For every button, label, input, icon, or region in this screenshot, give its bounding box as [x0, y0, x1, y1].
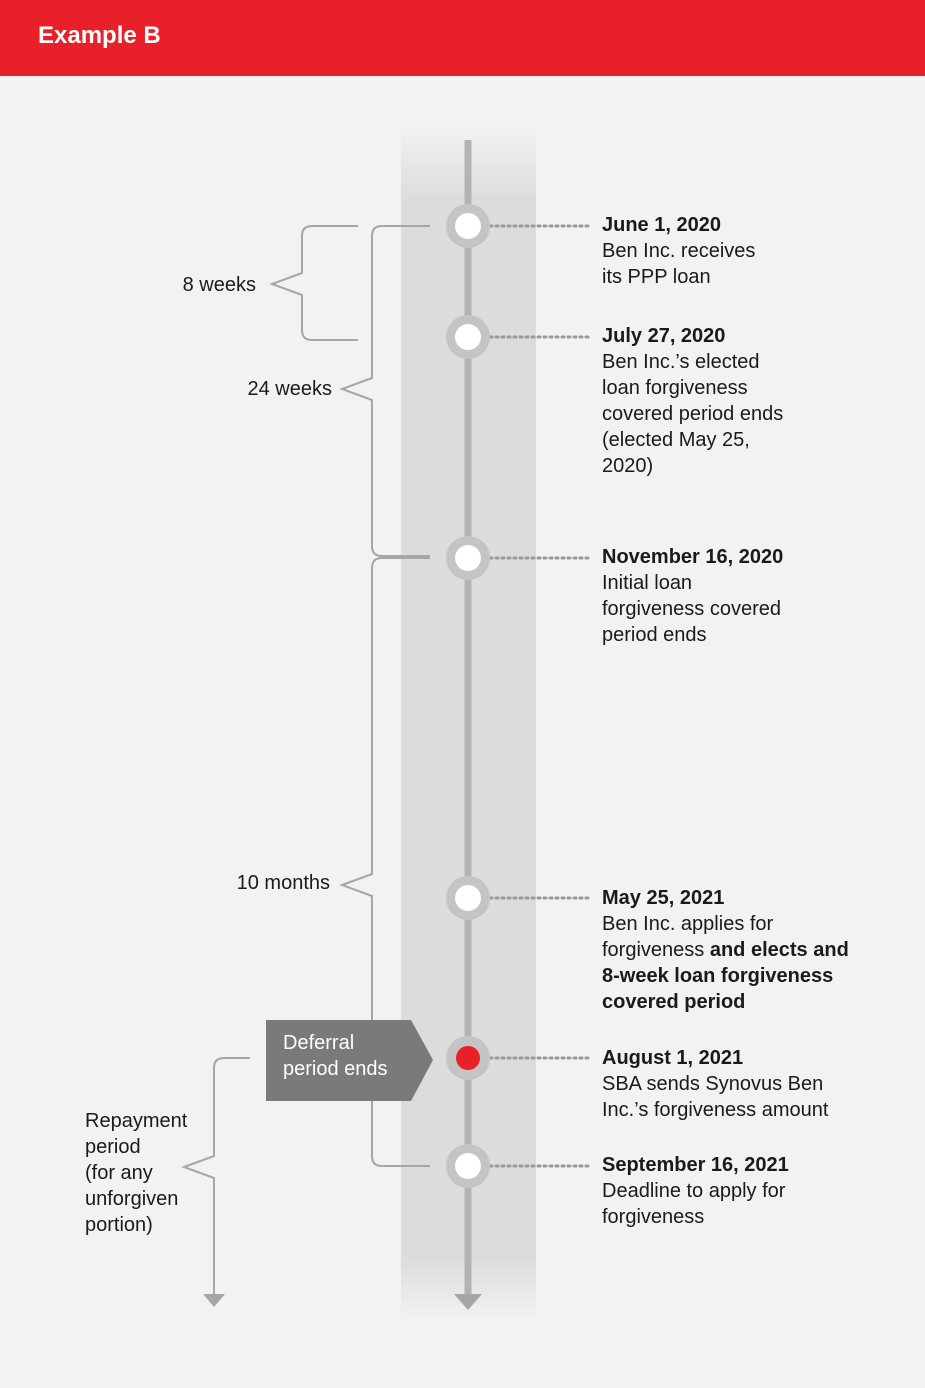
deferral-label [283, 1030, 413, 1082]
event-node [455, 1153, 481, 1179]
event-node [455, 545, 481, 571]
event-date: November 16, 2020 [602, 546, 784, 568]
event-date: June 1, 2020 [602, 214, 721, 236]
repayment-line: period [85, 1136, 141, 1158]
repayment-line: unforgiven [85, 1188, 179, 1210]
event-november-16-2020 [602, 544, 882, 648]
event-desc-line: its PPP loan [602, 266, 711, 288]
repayment-line: portion) [85, 1214, 153, 1236]
event-desc-bold: and elects and [709, 939, 849, 961]
deferral-line: period ends [283, 1058, 388, 1080]
event-node [455, 213, 481, 239]
repayment-line: (for any [85, 1162, 153, 1184]
event-june-1-2020 [602, 212, 882, 290]
event-july-27-2020 [602, 323, 882, 479]
event-desc-bold: 8-week loan forgiveness [602, 965, 834, 987]
repayment-label [85, 1108, 215, 1238]
event-desc-line: (elected May 25, [602, 429, 750, 451]
event-desc-line [602, 937, 882, 963]
event-desc-line: Ben Inc.’s elected [602, 351, 760, 373]
event-date: September 16, 2021 [602, 1154, 789, 1176]
event-desc-line [602, 989, 882, 1015]
event-desc-line: 2020) [602, 455, 654, 477]
event-desc-line: Initial loan [602, 572, 693, 594]
event-desc-line: forgiveness covered [602, 598, 781, 620]
event-desc-line: covered period ends [602, 403, 784, 425]
event-node-highlight [456, 1046, 480, 1070]
event-desc-line: Ben Inc. applies for [602, 913, 774, 935]
event-may-25-2021 [602, 885, 882, 1015]
event-september-16-2021 [602, 1152, 882, 1230]
event-desc-line [602, 963, 882, 989]
event-date: August 1, 2021 [602, 1047, 744, 1069]
page-title: Example B [38, 22, 161, 49]
event-desc-bold: covered period [602, 991, 746, 1013]
event-desc-line: Deadline to apply for [602, 1180, 786, 1202]
label-24-weeks: 24 weeks [247, 378, 332, 400]
event-node [455, 324, 481, 350]
event-desc-line: SBA sends Synovus Ben [602, 1073, 824, 1095]
event-node [455, 885, 481, 911]
deferral-line: Deferral [283, 1032, 355, 1054]
label-10-months: 10 months [236, 872, 330, 894]
event-desc-line: Inc.’s forgiveness amount [602, 1099, 829, 1121]
event-desc-line: period ends [602, 624, 707, 646]
label-8-weeks: 8 weeks [182, 274, 256, 296]
bracket-8-weeks [272, 226, 358, 340]
repayment-arrow-icon [203, 1294, 225, 1307]
event-desc-line: forgiveness [602, 1206, 705, 1228]
event-date: May 25, 2021 [602, 887, 725, 909]
event-august-1-2021 [602, 1045, 882, 1123]
event-desc-plain: forgiveness [602, 939, 710, 961]
event-desc-line: loan forgiveness [602, 377, 748, 399]
event-desc-line: Ben Inc. receives [602, 240, 756, 262]
event-date: July 27, 2020 [602, 325, 726, 347]
repayment-line: Repayment [85, 1110, 188, 1132]
